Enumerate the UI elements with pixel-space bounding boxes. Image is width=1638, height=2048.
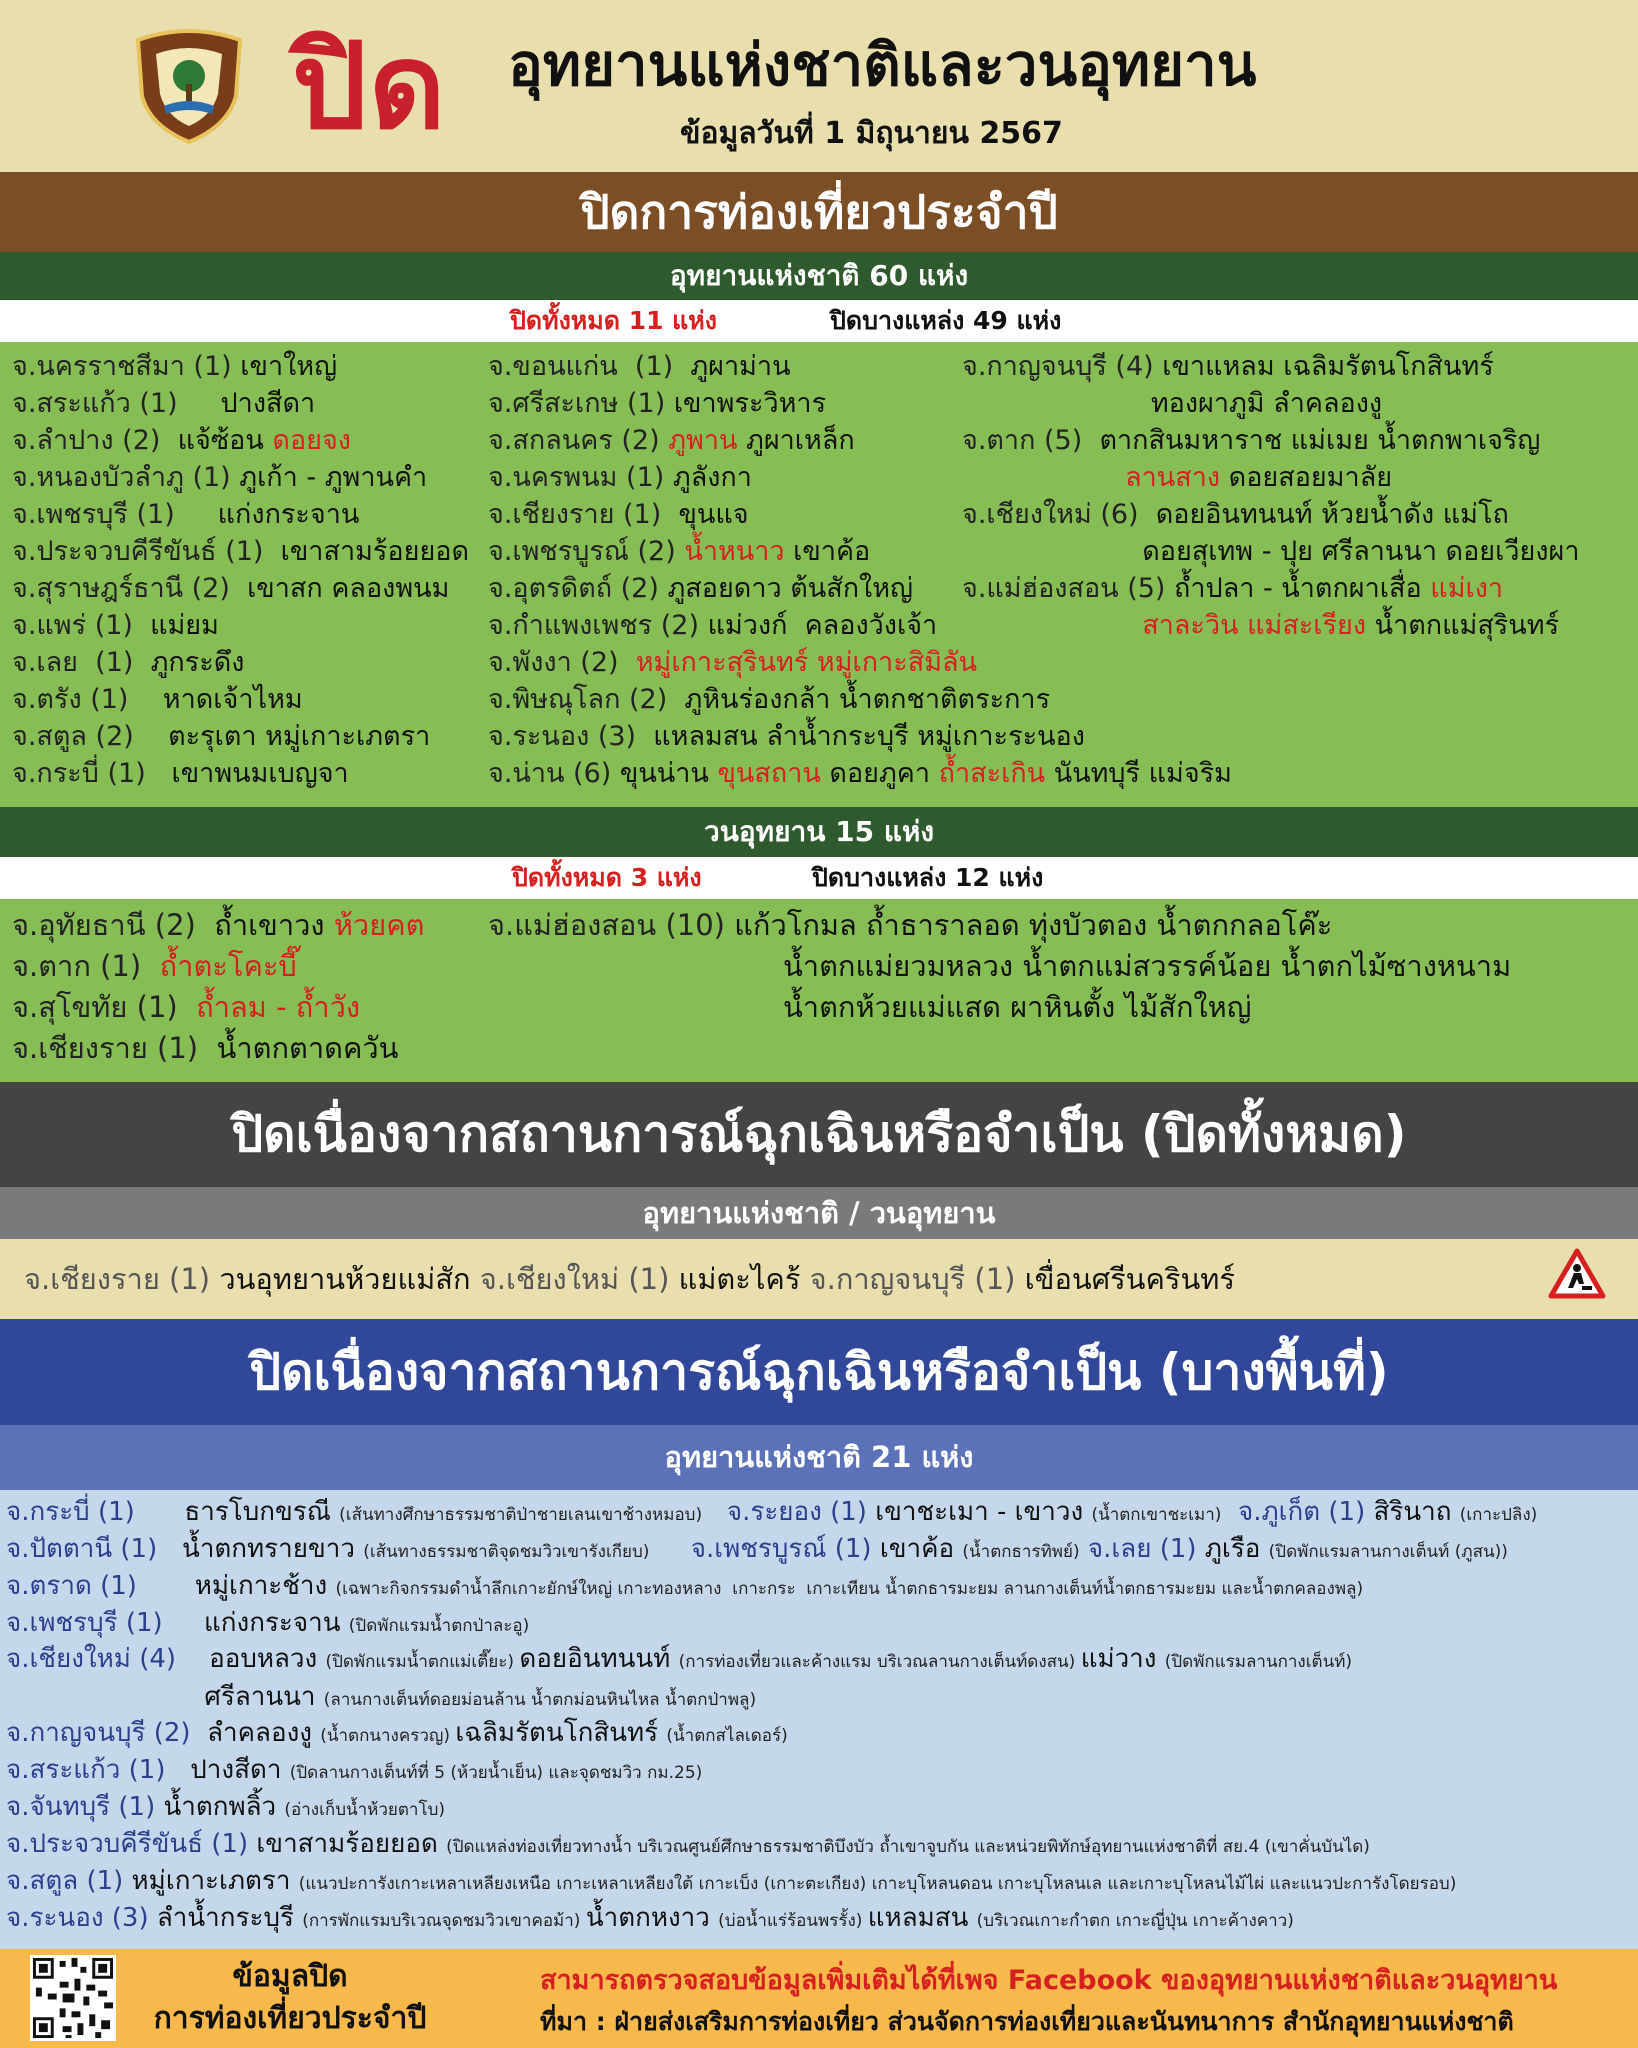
area-note: (อ่างเก็บน้ำห้วยตาโบ) [284, 1800, 446, 1820]
list-item [12, 905, 424, 946]
area-note: (น้ำตกสไลเดอร์) [666, 1726, 788, 1746]
area-note: (บริเวณเกาะกำตก เกาะญี่ปุ่น เกาะค้างคาว) [976, 1911, 1294, 1931]
forest-partial-closed-count: ปิดบางแหล่ง 12 แห่ง [812, 863, 1044, 892]
province-label: จ.อุตรดิตถ์ (2) [488, 573, 668, 604]
park-names: หมู่เกาะช้าง [194, 1571, 336, 1601]
province-label: จ.เพชรบูรณ์ (2) [488, 536, 685, 567]
park-names: สาละวิน แม่สะเรียง [1142, 610, 1367, 641]
forest-parks-column-2 [488, 905, 1511, 1028]
province-label: จ.ลำปาง (2) [12, 425, 178, 456]
forest-parks-subheading [0, 857, 1638, 899]
area-note: (เส้นทางศึกษาธรรมชาติป่าชายเลนเขาช้างหมอบ) [339, 1505, 703, 1525]
province-label: จ.ประจวบคีรีขันธ์ (1) [6, 1829, 257, 1859]
area-note: (เฉพาะกิจกรรมดำน้ำลึกเกาะยักษ์ใหญ่ เกาะทองหลาง เกาะกระ เกาะเทียน น้ำตกธารมะยม ลานกางเต็นท์น้ำตกธารมะยม และน้ำตกคลองพลู) [335, 1579, 1364, 1599]
park-names: น้ำตกหงาว [585, 1903, 719, 1933]
list-item [6, 1679, 756, 1718]
province-label: จ.เพชรบุรี (1) [12, 499, 218, 530]
park-names: น้ำตกห้วยแม่แสด ผาหินตั้ง ไม้สักใหญ่ [488, 990, 1252, 1024]
park-names: เขาพระวิหาร [673, 388, 827, 419]
province-label: จ.เชียงใหม่ (1) [479, 1262, 679, 1296]
list-item [6, 1715, 788, 1754]
area-note: (น้ำตกธารทิพย์) [962, 1542, 1080, 1562]
area-note: (ปิดพักแรมน้ำตกแม่เตี๊ยะ) [325, 1652, 520, 1672]
park-names: ถ้ำลม - ถ้ำวัง [196, 990, 361, 1024]
park-names: เขาชะเมา - เขาวง [875, 1497, 1092, 1527]
park-names: ดอยสอยมาลัย [1220, 462, 1393, 493]
park-names: น้ำตกแม่ยวมหลวง น้ำตกแม่สวรรค์น้อย น้ำตกไม้ซางหนาม [488, 949, 1512, 983]
list-item [962, 422, 1580, 459]
park-names: น้ำตกทรายขาว [182, 1534, 364, 1564]
all-closed-count: ปิดทั้งหมด 11 แห่ง [510, 306, 717, 335]
list-item [12, 570, 469, 607]
emergency-partial-heading: ปิดเนื่องจากสถานการณ์ฉุกเฉินหรือจำเป็น (บางพื้นที่) [0, 1319, 1638, 1425]
province-label: จ.ประจวบคีรีขันธ์ (1) [12, 536, 281, 567]
park-names: ขุนแจ [678, 499, 749, 530]
annual-closure-heading: ปิดการท่องเที่ยวประจำปี [0, 172, 1638, 252]
forest-parks-list [0, 899, 1638, 1082]
list-item [962, 459, 1580, 496]
area-note: (น้ำตกนางครวญ) [320, 1726, 456, 1746]
park-names: ออบหลวง [209, 1644, 326, 1674]
area-note: (เส้นทางธรรมชาติจุดชมวิวเขารังเกียบ) [363, 1542, 650, 1562]
park-names: แจ้ซ้อน [177, 425, 273, 456]
province-label: จ.ระยอง (1) [702, 1497, 876, 1527]
province-label: จ.ศรีสะเกษ (1) [488, 388, 674, 419]
area-note: (การพักแรมบริเวณจุดชมวิวเขาคอม้า) [302, 1911, 586, 1931]
forest-all-closed-count: ปิดทั้งหมด 3 แห่ง [512, 863, 702, 892]
emergency-full-subheading: อุทยานแห่งชาติ / วนอุทยาน [0, 1187, 1638, 1239]
province-label: จ.พิษณุโลก (2) [488, 684, 685, 715]
list-item [6, 1641, 1352, 1680]
park-names: ดอยอินทนนท์ [519, 1644, 679, 1674]
park-names [962, 462, 1125, 493]
park-names: วนอุทยานห้วยแม่สัก [219, 1262, 480, 1296]
area-note: (ปิดพักแรมลานกางเต็นท์ (ภูสน)) [1268, 1542, 1508, 1562]
province-label: จ.พังงา (2) [488, 647, 636, 678]
national-park-logo-icon [128, 26, 250, 144]
park-names: เขาสามร้อยยอด [280, 536, 470, 567]
list-item [6, 1494, 1537, 1533]
list-item [12, 946, 424, 987]
park-names: ลานสาง [1125, 462, 1221, 493]
park-names: แม่ตะไคร้ [678, 1262, 810, 1296]
province-label: จ.ตรัง (1) [12, 684, 163, 715]
park-names: แม่วาง [1080, 1644, 1165, 1674]
park-names: น้ำหนาว [684, 536, 785, 567]
park-names: ดอยจง [272, 425, 351, 456]
emergency-partial-subheading: อุทยานแห่งชาติ 21 แห่ง [0, 1425, 1638, 1490]
list-item [12, 718, 469, 755]
province-label: จ.กาญจนบุรี (2) [6, 1718, 208, 1748]
province-label: จ.ภูเก็ต (1) [1221, 1497, 1374, 1527]
list-item [12, 607, 469, 644]
park-names [962, 610, 1142, 641]
park-names: แก้วโกมล ถ้ำธาราลอด ทุ่งบัวตอง น้ำตกกลอโค๊ะ [734, 908, 1333, 942]
park-names: ถ้ำเขาวง [214, 908, 334, 942]
area-note: (ปิดแหล่งท่องเที่ยวทางน้ำ บริเวณศูนย์ศึกษาธรรมชาติบึงบัว ถ้ำเขาจูบกัน และหน่วยพิทักษ์อุทยานแห่งชาติที่ สย.4 (เขาคั่นบันได) [446, 1837, 1370, 1857]
list-item [488, 681, 1232, 718]
province-label: จ.น่าน (6) [488, 758, 620, 789]
list-item [488, 718, 1232, 755]
list-item [12, 987, 424, 1028]
park-names: ภูพาน [668, 425, 738, 456]
park-names: ภูเรือ [1204, 1534, 1269, 1564]
list-item [12, 385, 469, 422]
partial-closed-count: ปิดบางแหล่ง 49 แห่ง [830, 306, 1062, 335]
big-close-word: ปิด [292, 17, 448, 155]
park-names: ภูกระดึง [150, 647, 245, 678]
park-names: หมู่เกาะสุรินทร์ หมู่เกาะสิมิลัน [635, 647, 978, 678]
footer-source: ที่มา : ฝ่ายส่งเสริมการท่องเที่ยว ส่วนจัดการท่องเที่ยวและนันทนาการ สำนักอุทยานแห่งชาติ [540, 2007, 1514, 2036]
province-label: จ.กาญจนบุรี (1) [809, 1262, 1025, 1296]
province-label: จ.สุราษฎร์ธานี (2) [12, 573, 248, 604]
forest-parks-column-1 [12, 905, 424, 1069]
park-names: ตะรุเตา หมู่เกาะเภตรา [168, 721, 431, 752]
province-label: จ.สตูล (1) [6, 1866, 132, 1896]
list-item [962, 570, 1580, 607]
list-item [12, 1028, 424, 1069]
area-note: (บ่อน้ำแร่ร้อนพรรั้ง) [718, 1911, 868, 1931]
province-label: จ.สกลนคร (2) [488, 425, 669, 456]
province-label: จ.เชียงราย (1) [12, 1031, 217, 1065]
province-label: จ.ระนอง (3) [488, 721, 654, 752]
park-names: ทองผาภูมิ ลำคลองงู [962, 388, 1383, 419]
province-label: จ.สตูล (2) [12, 721, 169, 752]
list-item [6, 1752, 702, 1791]
page-title: อุทยานแห่งชาติและวนอุทยาน [508, 31, 1257, 99]
park-names: เขาค้อ [879, 1534, 963, 1564]
province-label [6, 1682, 204, 1712]
emergency-full-heading: ปิดเนื่องจากสถานการณ์ฉุกเฉินหรือจำเป็น (ปิดทั้งหมด) [0, 1082, 1638, 1187]
footer-left-line-2: การท่องเที่ยวประจำปี [153, 2001, 427, 2036]
park-names: เฉลิมรัตนโกสินทร์ [455, 1718, 667, 1748]
footer-annual-info-link[interactable] [140, 1956, 440, 2040]
forest-parks-heading: วนอุทยาน 15 แห่ง [0, 807, 1638, 857]
province-label: จ.เชียงใหม่ (4) [6, 1644, 210, 1674]
province-label: จ.ขอนแก่น (1) [488, 351, 691, 382]
province-label: จ.ตราด (1) [6, 1571, 195, 1601]
park-names: ภูเก้า - ภูพานคำ [239, 462, 428, 493]
list-item [962, 385, 1580, 422]
park-names: ห้วยคต [333, 908, 425, 942]
list-item [6, 1531, 1508, 1570]
park-names: เขาพนมเบญจา [171, 758, 349, 789]
province-label: จ.ตาก (5) [962, 425, 1100, 456]
province-label: จ.เพชรบูรณ์ (1) [649, 1534, 880, 1564]
province-label: จ.ระนอง (3) [6, 1903, 157, 1933]
park-names: หาดเจ้าไหม [162, 684, 303, 715]
list-item [12, 681, 469, 718]
emergency-full-list [0, 1239, 1638, 1319]
area-note: (น้ำตกเขาชะเมา) [1091, 1505, 1222, 1525]
park-names: เขาสามร้อยยอด [256, 1829, 447, 1859]
province-label: จ.กระบี่ (1) [12, 758, 172, 789]
list-item [6, 1826, 1370, 1865]
list-item [12, 755, 469, 792]
list-item [488, 905, 1511, 946]
park-names: แหลมสน ลำน้ำกระบุรี หมู่เกาะระนอง [653, 721, 1085, 752]
list-item [6, 1900, 1294, 1939]
province-label: จ.แม่ฮ่องสอน (10) [488, 908, 735, 942]
list-item [12, 496, 469, 533]
park-names: เขาค้อ [784, 536, 871, 567]
national-parks-subheading [0, 300, 1638, 342]
area-note: (การท่องเที่ยวและค้างแรม บริเวณลานกางเต็นท์ดงสน) [678, 1652, 1081, 1672]
province-label: จ.ปัตตานี (1) [6, 1534, 183, 1564]
park-names: ดอยสุเทพ - ปุย ศรีลานนา ดอยเวียงผา [962, 536, 1580, 567]
park-names: แม่วงก์ คลองวังเจ้า [707, 610, 938, 641]
footer-facebook-note: สามารถตรวจสอบข้อมูลเพิ่มเติมได้ที่เพจ Facebook ของอุทยานแห่งชาติและวนอุทยาน [540, 1965, 1558, 1996]
national-parks-list [0, 342, 1638, 807]
province-label: จ.แม่ฮ่องสอน (5) [962, 573, 1175, 604]
list-item [6, 1789, 445, 1828]
emergency-full-line [24, 1239, 1235, 1319]
province-label: จ.เชียงใหม่ (6) [962, 499, 1156, 530]
park-names: ถ้ำสะเกิน [938, 758, 1046, 789]
province-label: จ.กาญจนบุรี (4) [962, 351, 1163, 382]
province-label: จ.กำแพงเพชร (2) [488, 610, 708, 641]
list-item [12, 459, 469, 496]
area-note: (ปิดลานกางเต็นท์ที่ 5 (ห้วยน้ำเย็น) และจุดชมวิว กม.25) [289, 1763, 703, 1783]
park-names: แหลมสน [867, 1903, 977, 1933]
park-names: ปางสีดา [220, 388, 316, 419]
area-note: (ปิดพักแรมน้ำตกป่าละอู) [348, 1616, 530, 1636]
data-date: ข้อมูลวันที่ 1 มิถุนายน 2567 [680, 116, 1063, 151]
national-parks-column-1 [12, 348, 469, 792]
park-names: ภูหินร่องกล้า น้ำตกชาติตระการ [684, 684, 1051, 715]
list-item [6, 1605, 529, 1644]
area-note: (แนวปะการังเกาะเหลาเหลียงเหนือ เกาะเหลาเหลียงใต้ เกาะเบ็ง (เกาะตะเกียง) เกาะบุโหลนดอน เกาะบุโหลนเล และเกาะบุโหลนไม้ไผ่ และแนวปะการังโดยรอบ) [298, 1874, 1457, 1894]
park-names: ตากสินมหาราช แม่เมย น้ำตกพาเจริญ [1099, 425, 1541, 456]
park-names: เขาสก คลองพนม [247, 573, 450, 604]
park-names: แก่งกระจาน [217, 499, 360, 530]
province-label: จ.สระแก้ว (1) [6, 1755, 191, 1785]
province-label: จ.นครราชสีมา (1) [12, 351, 241, 382]
province-label: จ.แพร่ (1) [12, 610, 151, 641]
area-note: (เกาะปลิง) [1459, 1505, 1538, 1525]
park-names: น้ำตกพลิ้ว [163, 1792, 285, 1822]
area-note: (ลานกางเต็นท์ดอยม่อนล้าน น้ำตกม่อนหินไหล น้ำตกป่าพลู) [323, 1690, 757, 1710]
province-label: จ.อุทัยธานี (2) [12, 908, 215, 942]
list-item [488, 644, 1232, 681]
province-label: จ.เชียงราย (1) [488, 499, 679, 530]
park-names: ธารโบกขรณี [184, 1497, 340, 1527]
province-label: จ.หนองบัวลำภู (1) [12, 462, 240, 493]
list-item [6, 1863, 1456, 1902]
park-names: ดอยภูคา [820, 758, 939, 789]
list-item [962, 348, 1580, 385]
park-names: สิรินาถ [1373, 1497, 1460, 1527]
province-label: จ.นครพนม (1) [488, 462, 673, 493]
province-label: จ.เลย (1) [12, 647, 151, 678]
national-parks-column-3 [962, 348, 1580, 644]
province-label: จ.สระแก้ว (1) [12, 388, 221, 419]
park-names: ปางสีดา [190, 1755, 290, 1785]
park-names: นันทบุรี แม่จริม [1045, 758, 1232, 789]
area-note: (ปิดพักแรมลานกางเต็นท์) [1164, 1652, 1353, 1672]
province-label: จ.กระบี่ (1) [6, 1497, 185, 1527]
roadwork-warning-icon [1548, 1248, 1606, 1300]
park-names: เขาใหญ่ [240, 351, 338, 382]
province-label: จ.เพชรบุรี (1) [6, 1608, 205, 1638]
list-item [12, 422, 469, 459]
park-names: ภูลังกา [672, 462, 752, 493]
park-names: ภูผาเหล็ก [737, 425, 855, 456]
park-names: ศรีลานนา [204, 1682, 324, 1712]
park-names: น้ำตกตาดควัน [216, 1031, 399, 1065]
park-names: ภูผาม่าน [690, 351, 791, 382]
qr-code-icon[interactable] [30, 1955, 116, 2041]
park-names: แม่ยม [150, 610, 219, 641]
park-names: ถ้ำตะโคะบี๊ [159, 949, 297, 983]
park-names: ขุนสถาน [717, 758, 821, 789]
park-names: เขาแหลม เฉลิมรัตนโกสินทร์ [1162, 351, 1494, 382]
park-names: ขุนน่าน [619, 758, 718, 789]
list-item [12, 533, 469, 570]
park-names: หมู่เกาะเภตรา [131, 1866, 299, 1896]
emergency-partial-list [0, 1490, 1638, 1949]
park-names: ภูสอยดาว ต้นสักใหญ่ [667, 573, 914, 604]
list-item [488, 946, 1511, 987]
park-names: ถ้ำปลา - น้ำตกผาเสื่อ [1174, 573, 1431, 604]
province-label: จ.เชียงราย (1) [24, 1262, 220, 1296]
list-item [962, 533, 1580, 570]
park-names: แม่เงา [1430, 573, 1504, 604]
footer-left-line-1: ข้อมูลปิด [232, 1959, 348, 1994]
list-item [12, 348, 469, 385]
province-label: จ.สุโขทัย (1) [12, 990, 197, 1024]
list-item [6, 1568, 1363, 1607]
list-item [12, 644, 469, 681]
list-item [488, 987, 1511, 1028]
park-names: ลำน้ำกระบุรี [156, 1903, 303, 1933]
national-parks-heading: อุทยานแห่งชาติ 60 แห่ง [0, 252, 1638, 300]
province-label: จ.จันทบุรี (1) [6, 1792, 164, 1822]
province-label: จ.ตาก (1) [12, 949, 160, 983]
park-names: เขื่อนศรีนครินทร์ [1024, 1262, 1235, 1296]
park-names: แก่งกระจาน [204, 1608, 349, 1638]
list-item [962, 607, 1580, 644]
park-names: น้ำตกแม่สุรินทร์ [1366, 610, 1560, 641]
list-item [488, 755, 1232, 792]
park-names: ลำคลองงู [207, 1718, 321, 1748]
province-label: จ.เลย (1) [1079, 1534, 1205, 1564]
park-names: ดอยอินทนนท์ ห้วยน้ำดัง แม่โถ [1155, 499, 1509, 530]
list-item [962, 496, 1580, 533]
